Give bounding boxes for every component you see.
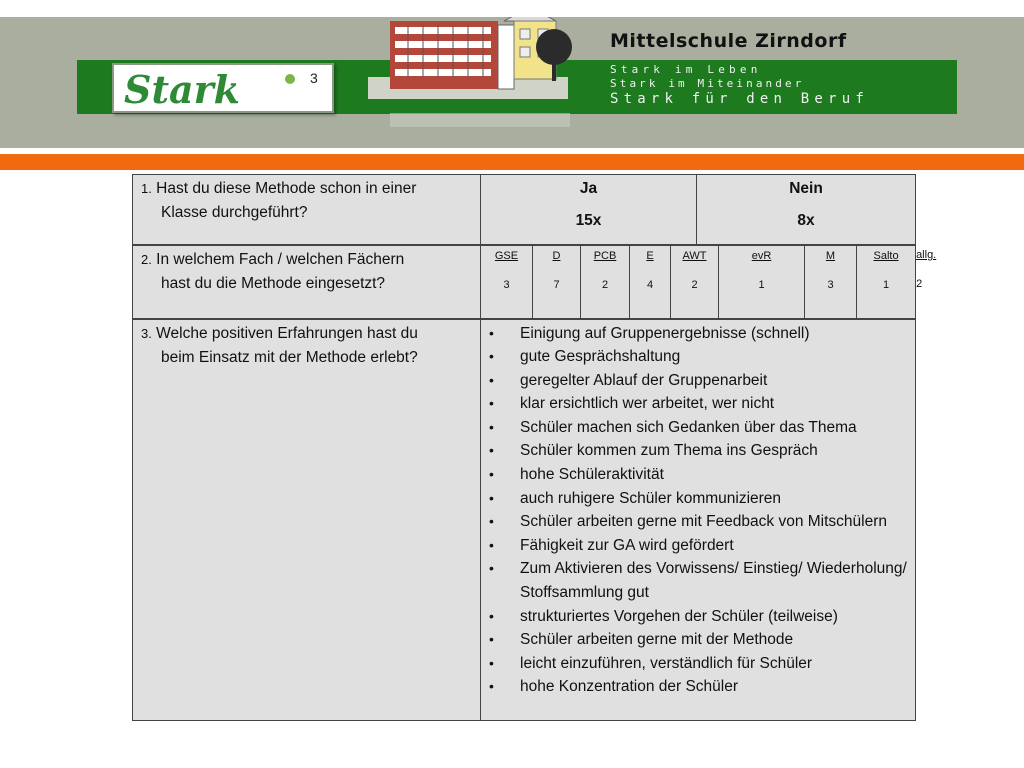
answer-item [487,605,911,629]
question-text: Welche positiven Erfahrungen hast du [156,324,418,342]
subject-name: AWT [682,249,707,262]
answer-text: klar ersichtlich wer arbeitet, wer nicht [520,395,775,413]
survey-table [132,174,937,721]
svg-text:Stark: Stark [124,67,240,111]
subject-name: E [646,249,654,262]
answer-text: geregelter Ablauf der Gruppenarbeit [520,371,768,389]
question-text-cont: hast du die Methode eingesetzt? [161,274,386,292]
bullet-icon: • [489,348,494,365]
svg-text:3: 3 [310,70,318,86]
yes-count: 15x [575,212,602,229]
subject-name: evR [751,249,772,262]
subject-count: 1 [882,278,890,291]
answer-item [487,416,911,440]
bullet-icon: • [489,560,494,577]
answer-item [487,369,911,393]
subject-name: GSE [494,249,519,262]
subject-cell [805,245,857,319]
question-text-cont: Klasse durchgeführt? [161,204,308,221]
bullet-icon: • [489,418,494,435]
answer-item [487,345,911,369]
no-label: Nein [789,180,823,197]
question-row-1 [133,175,916,245]
answer-text: Fähigkeit zur GA wird gefördert [520,536,734,554]
answer-text: hohe Konzentration der Schüler [520,678,739,696]
question-number: 2. [141,251,152,267]
question-text: Hast du diese Methode schon in einer [156,180,417,197]
answers-cell [481,319,916,721]
answers-list [487,322,911,700]
no-count: 8x [797,212,815,229]
bullet-icon: • [489,631,494,648]
answer-item [487,652,911,676]
answer-text: leicht einzuführen, verständlich für Schüler [520,654,813,672]
bullet-icon: • [489,466,494,483]
answer-item [487,392,911,416]
question-text: In welchem Fach / welchen Fächern [156,250,405,268]
subject-cell [533,245,581,319]
answer-item [487,463,911,487]
subject-count: 3 [827,278,834,291]
answer-text: Schüler arbeiten gerne mit Feedback von Mitschülern [520,513,888,531]
question-text-cont: beim Einsatz mit der Methode erlebt? [161,348,418,366]
subject-count: 2 [601,278,609,291]
stark-logo-graphic [114,65,332,111]
motto-line-2: Stark im Miteinander [610,77,805,90]
bullet-icon: • [489,371,494,388]
question-2-cell [133,245,481,319]
question-row-2: 2. In welchem Fach / welchen Fächern hast du die Methode eingesetzt? GSE 3 D 7 PCB 2 E 4 AWT 2 evR 1 M 3 Salto 1 allg. 2 [133,245,916,319]
answer-text: Schüler arbeiten gerne mit der Methode [520,631,794,649]
answer-item [487,439,911,463]
bullet-icon: • [489,324,494,341]
answer-text: Schüler machen sich Gedanken über das Thema [520,418,857,436]
question-3-cell [133,319,481,721]
answer-text: hohe Schüleraktivität [520,466,664,484]
question-row-3 [133,319,916,721]
bullet-icon: • [489,678,494,695]
no-cell [697,175,916,245]
bullet-icon: • [489,513,494,530]
motto-line-3: Stark für den Beruf [610,91,869,107]
subject-name: D [552,249,561,262]
question-number: 1. [141,181,152,196]
yes-label: Ja [579,180,598,197]
answer-text: Schüler kommen zum Thema ins Gespräch [520,442,818,460]
subject-count: 3 [503,278,510,291]
bullet-icon: • [489,654,494,671]
bullet-icon: • [489,395,494,412]
answer-item [487,534,911,558]
answer-text: strukturiertes Vorgehen der Schüler (teilweise) [520,607,838,625]
school-building-image [368,17,580,133]
answer-item [487,557,911,604]
subject-cell [630,245,671,319]
answer-item [487,510,911,534]
subject-name: M [825,249,836,262]
subject-name: PCB [593,249,617,262]
answer-item [487,628,911,652]
answer-item [487,675,911,699]
yes-cell [481,175,697,245]
bullet-icon: • [489,607,494,624]
answer-text: gute Gesprächshaltung [520,348,681,366]
answer-text: Zum Aktivieren des Vorwissens/ Einstieg/ Wiederholung/ Stoffsammlung gut [520,560,907,602]
bullet-icon: • [489,536,494,553]
school-name: Mittelschule Zirndorf [610,30,847,52]
bullet-icon: • [489,489,494,506]
bullet-icon: • [489,442,494,459]
subject-cell [671,245,719,319]
answer-item [487,487,911,511]
subject-cell [719,245,805,319]
orange-divider [0,154,1024,170]
question-1-cell [133,175,481,245]
subject-count: 2 [691,278,698,291]
header-banner [0,17,1024,148]
subject-count: 7 [553,278,560,291]
subject-cell [581,245,630,319]
stark-logo [112,63,334,113]
question-number: 3. [141,325,152,341]
answer-text: Einigung auf Gruppenergebnisse (schnell) [520,324,810,342]
motto-line-1: Stark im Leben [610,63,762,76]
subject-name: Salto [873,249,899,262]
subject-count: 4 [646,278,654,291]
answer-text: auch ruhigere Schüler kommunizieren [520,489,782,507]
subject-count: 1 [758,278,765,291]
subject-cell [857,245,916,319]
subject-cell [481,245,533,319]
answer-item [487,322,911,346]
